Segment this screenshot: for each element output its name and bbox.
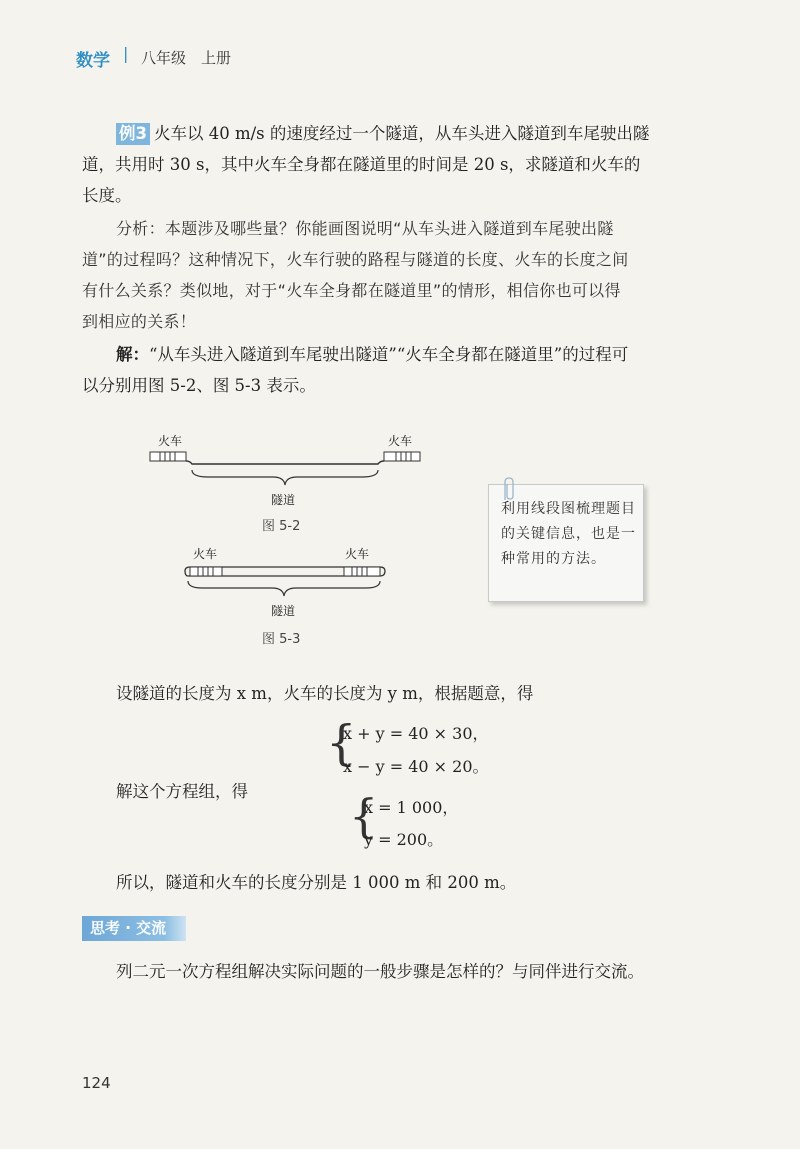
solve-line: 解这个方程组，得: [116, 782, 248, 801]
system2-eq1: x = 1 000，: [364, 798, 459, 817]
system2-brace: {: [349, 789, 379, 843]
side-note-text: 利用线段图梳理题目的关键信息，也是一种常用的方法。: [501, 501, 636, 567]
header-subject: 数学: [76, 51, 110, 71]
system1-eq2: x − y = 40 × 20。: [343, 757, 489, 776]
fig2-train-right: [344, 567, 380, 576]
example-line-3: 长度。: [82, 186, 132, 205]
fig2-train-left: [190, 567, 222, 576]
think-exchange-tag: 思考 · 交流: [82, 916, 186, 941]
header-separator: |: [123, 44, 129, 63]
page-number: 124: [82, 1074, 111, 1092]
analysis-line-2: 道”的过程吗？这种情况下，火车行驶的路程与隧道的长度、火车的长度之间: [82, 250, 629, 269]
example-tag: 例3: [116, 123, 150, 145]
analysis-line-1: 分析：本题涉及哪些量？你能画图说明“从车头进入隧道到车尾驶出隧: [116, 219, 614, 238]
analysis-line-4: 到相应的关系！: [82, 312, 197, 331]
fig1-train-left-label: 火车: [158, 434, 183, 448]
fig2-train-right-label: 火车: [345, 547, 370, 561]
fig1-diagram: [148, 448, 423, 492]
example-line-1: [116, 118, 756, 149]
system1-brace: {: [326, 715, 357, 771]
conclusion-line: 所以，隧道和火车的长度分别是 1 000 m 和 200 m。: [116, 873, 517, 892]
fig2-caption: 图 5-3: [262, 632, 301, 647]
analysis-line-3: 有什么关系？类似地，对于“火车全身都在隧道里”的情形，相信你也可以得: [82, 281, 621, 300]
system1-eq1: x + y = 40 × 30，: [343, 724, 489, 743]
example-line-2: 道，共用时 30 s，其中火车全身都在隧道里的时间是 20 s，求隧道和火车的: [82, 155, 641, 174]
fig2-brace: [188, 581, 380, 596]
fig1-train-left: [150, 452, 186, 461]
solution-line-2: 以分别用图 5-2、图 5-3 表示。: [82, 376, 316, 395]
fig1-train-right: [384, 452, 420, 461]
example-text-1: 火车以 40 m/s 的速度经过一个隧道，从车头进入隧道到车尾驶出隧: [153, 124, 650, 143]
system2-eq2: y = 200。: [364, 830, 444, 849]
solution-label: 解：: [116, 345, 149, 364]
fig1-tunnel-line: [186, 461, 384, 464]
fig2-diagram: [180, 562, 390, 606]
fig1-caption: 图 5-2: [262, 519, 301, 534]
solution-line-1: [116, 339, 766, 370]
solution-text-1: “从车头进入隧道到车尾驶出隧道”“火车全身都在隧道里”的过程可: [149, 345, 629, 364]
fig1-train-right-label: 火车: [388, 434, 413, 448]
fig1-tunnel-label: 隧道: [271, 493, 296, 507]
paperclip-icon: [500, 476, 518, 502]
fig2-tunnel-label: 隧道: [271, 604, 296, 618]
think-question: 列二元一次方程组解决实际问题的一般步骤是怎样的？与同伴进行交流。: [116, 962, 644, 981]
setup-line: 设隧道的长度为 x m，火车的长度为 y m，根据题意，得: [116, 684, 534, 703]
header-book-title: 八年级 上册: [141, 49, 232, 67]
fig1-brace: [192, 470, 378, 485]
fig2-train-left-label: 火车: [193, 547, 218, 561]
